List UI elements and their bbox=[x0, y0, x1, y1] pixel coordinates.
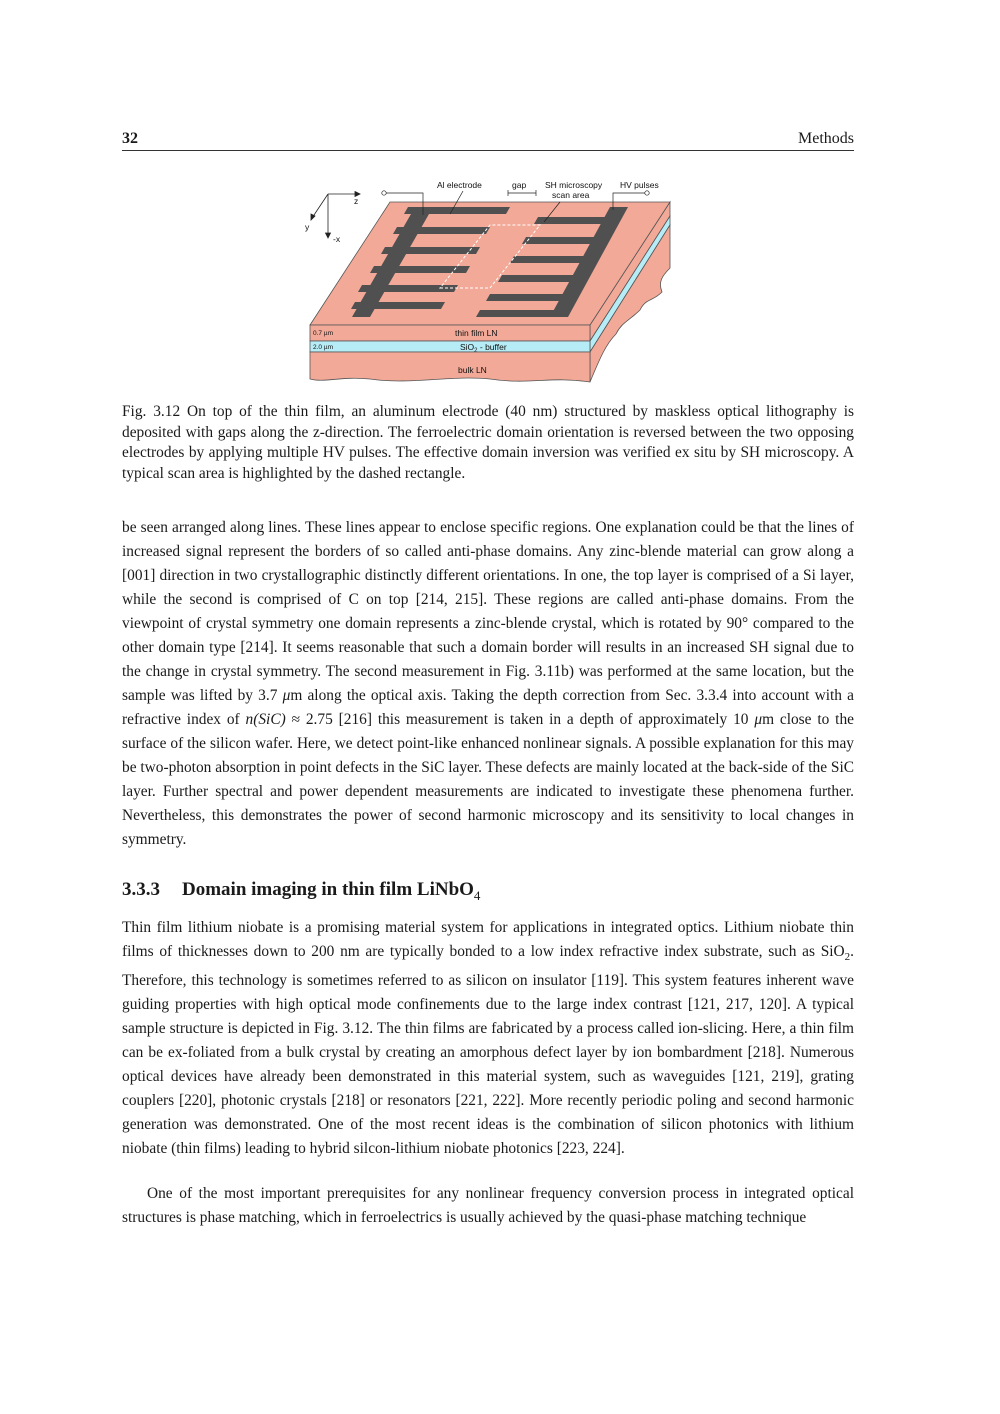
al-electrode-label: Al electrode bbox=[437, 180, 482, 190]
layer-bulk-label: bulk LN bbox=[458, 365, 487, 375]
axis-x-label: -x bbox=[333, 234, 341, 244]
hv-pulses-label: HV pulses bbox=[620, 180, 659, 190]
figure-3-12 bbox=[300, 172, 700, 387]
layer-thin-film-label: thin film LN bbox=[455, 328, 498, 338]
sh-scan-label-2: scan area bbox=[552, 190, 590, 200]
page-header bbox=[122, 128, 854, 151]
running-section-title: Methods bbox=[798, 130, 854, 147]
figure-caption: Fig. 3.12 On top of the thin film, an aluminum electrode (40 nm) structured by maskless optical lithography is deposited with gaps along the z-direction. The ferroelectric domain orientation is reversed between the two opposing electrodes by applying multiple HV pulses. The effective domain inversion was verified ex situ by SH microscopy. A typical scan area is highlighted by the dashed rectangle. bbox=[122, 403, 854, 482]
thin-film-thickness: 0.7 µm bbox=[313, 330, 334, 337]
axis-y-label: y bbox=[305, 222, 310, 232]
axis-arrows bbox=[311, 192, 360, 239]
page-number: 32 bbox=[122, 130, 138, 147]
section-title: Domain imaging in thin film LiNbO$_4$ bbox=[182, 879, 481, 903]
thin-film-schematic bbox=[300, 172, 700, 387]
axis-z-label: z bbox=[354, 196, 359, 206]
paragraph-anti-phase-domains: be seen arranged along lines. These lines appear to enclose specific regions. One explanation could be that the lines of increased signal represent the borders of so called anti-phase domains. Any zinc-blende material can grow along a [001] direction in two crystallographic distinctly different orientations. In one, the top layer is comprised of a Si layer, while the second is comprised of C on top [214, 215]. These regions are called anti-phase domains. From the viewpoint of crystal symmetry one domain represents a zinc-blende crystal, which is rotated by 90° compared to the other domain type [214]. It seems reasonable that such a domain border will results in an increased SH signal due to the change in crystal symmetry. The second measurement in Fig. 3.11b) was performed at the same location, but the sample was lifted by 3.7 μm along the optical axis. Taking the depth correction from Sec. 3.3.4 into account with a refractive index of n(SiC) ≈ 2.75 [216] this measurement is taken in a depth of approximately 10 μm close to the surface of the silicon wafer. Here, we detect point-like enhanced nonlinear signals. A possible explanation for this may be two-photon absorption in point defects in the SiC layer. These defects are mainly located at the back-side of the SiC layer. Further spectral and power dependent measurements are indicated to investigate these phenomena further. Nevertheless, this demonstrates the power of second harmonic microscopy and its sensitivity to local changes in symmetry. bbox=[122, 519, 854, 848]
gap-label: gap bbox=[512, 180, 527, 190]
section-heading bbox=[122, 879, 480, 904]
sh-scan-label-1: SH microscopy bbox=[545, 180, 603, 190]
layer-buffer-label: SiO$_2$ - buffer bbox=[460, 342, 507, 354]
paragraph-thin-film-lithium-niobate: Thin film lithium niobate is a promising material system for applications in integrated optics. Lithium niobate thin films of thicknesses down to 200 nm are typically bonded to a low index refractive index substrate, such as SiO$_2$. Therefore, this technology is sometimes referred to as silicon on insulator [119]. This system features inherent wave guiding properties with high optical mode confinements due to the large index contrast [121, 217, 120]. A typical sample structure is depicted in Fig. 3.12. The thin films are fabricated by a process called ion-slicing. Here, a thin film can be ex-foliated from a bulk crystal by creating an amorphous defect layer by ion bombardment [218]. Numerous optical devices have already been demonstrated in this material system, such as waveguides [121, 219], grating couplers [220], photonic crystals [218] or resonators [221, 222]. More recently periodic poling and second harmonic generation was demonstrated. One of the most recent ideas is the combination of silicon photonics with lithium niobate (thin films) leading to hybrid silcon-lithium niobate photonics [223, 224]. bbox=[122, 919, 854, 1158]
paragraph-phase-matching: One of the most important prerequisites for any nonlinear frequency conversion process in integrated optical structures is phase matching, which in ferroelectrics is usually achieved by the quasi-phase matching technique bbox=[122, 1185, 854, 1226]
section-number: 3.3.3 bbox=[122, 879, 160, 900]
buffer-thickness: 2.0 µm bbox=[313, 344, 334, 351]
